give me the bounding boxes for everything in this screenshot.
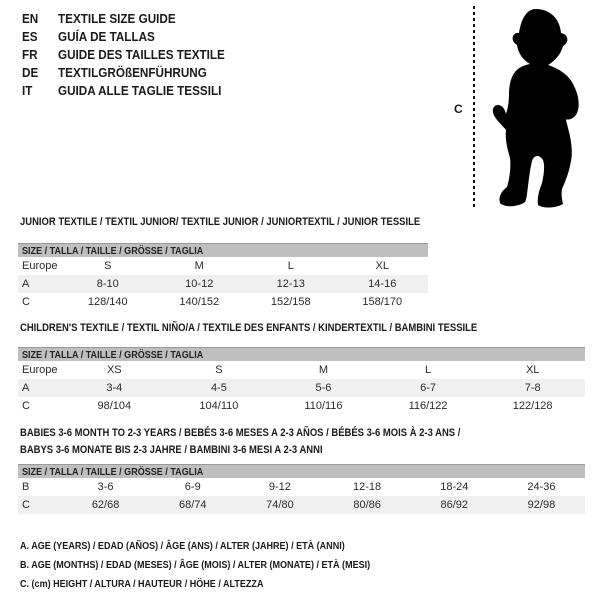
size-table-children [18,347,585,415]
table-row [18,361,585,379]
size-cell: 10-12 [185,278,214,290]
language-code: EN [22,10,39,26]
size-cell: 140/152 [179,296,220,308]
language-row [22,9,225,27]
row-label: C [22,296,30,308]
row-label: C [22,499,30,511]
language-row [22,63,225,81]
table-row [18,397,585,415]
size-band-header [18,464,585,478]
language-label: GUIDA ALLE TAGLIE TESSILI [58,82,222,98]
size-cell: 152/158 [270,296,311,308]
size-cell: 92/98 [527,499,556,511]
size-cell: L [425,364,432,376]
footnote: C. (cm) HEIGHT / ALTURA / HAUTEUR / HÖHE / ALTEZZA [20,578,264,590]
section-title-line: CHILDREN'S TEXTILE / TEXTIL NIÑO/A / TEXTILE DES ENFANTS / KINDERTEXTIL / BAMBINI TESSILE [20,322,478,334]
size-cell: 5-6 [315,382,332,394]
size-cell: L [287,260,294,272]
size-table-babies [18,464,585,514]
size-cell: S [215,364,223,376]
size-cell: 9-12 [268,481,291,493]
size-cell: M [318,364,329,376]
height-measure-dashed-line [473,6,475,207]
size-cell: 6-9 [184,481,201,493]
size-cell: 80/86 [353,499,381,511]
section-title-line: JUNIOR TEXTILE / TEXTIL JUNIOR/ TEXTILE JUNIOR / JUNIORTEXTIL / JUNIOR TESSILE [20,216,421,228]
size-cell: 8-10 [96,278,119,290]
row-label: A [22,382,30,394]
size-table-junior [18,243,428,311]
size-band-label: SIZE / TALLA / TAILLE / GRÖSSE / TAGLIA [22,465,204,478]
table-row [18,496,585,514]
table-row [18,293,428,311]
size-cell: 7-8 [524,382,541,394]
size-cell: 14-16 [368,278,397,290]
toddler-silhouette-icon [478,4,594,212]
size-band-header [18,347,585,361]
size-band-label: SIZE / TALLA / TAILLE / GRÖSSE / TAGLIA [22,244,204,257]
language-row [22,45,225,63]
size-cell: 86/92 [440,499,469,511]
size-band-label: SIZE / TALLA / TAILLE / GRÖSSE / TAGLIA [22,348,204,361]
row-label: B [22,481,30,493]
size-cell: 74/80 [266,499,294,511]
size-cell: S [104,260,112,272]
footnote: A. AGE (YEARS) / EDAD (AÑOS) / ÂGE (ANS) / ALTER (JAHRE) / ETÀ (ANNI) [20,540,345,552]
language-list [22,9,247,99]
row-label: Europe [22,364,58,376]
section-title-line: BABYS 3-6 MONATE BIS 2-3 JAHRE / BAMBINI 3-6 MESI A 2-3 ANNI [20,444,323,456]
size-cell: 3-4 [106,382,123,394]
size-cell: 12-18 [353,481,382,493]
size-cell: 122/128 [512,400,553,412]
footnote-legend [20,537,427,594]
size-cell: XS [106,364,122,376]
size-cell: 104/110 [199,400,239,412]
size-cell: 3-6 [97,481,114,493]
language-label: TEXTILE SIZE GUIDE [58,10,176,26]
section-title-children [20,320,552,337]
row-label: C [22,400,30,412]
size-cell: 68/74 [178,499,207,511]
size-cell: 110/116 [304,400,343,412]
size-cell: 18-24 [440,481,469,493]
size-cell: XL [375,260,389,272]
footnote: B. AGE (MONTHS) / EDAD (MESES) / ÂGE (MOIS) / ALTER (MONATE) / ETÀ (MESI) [20,559,371,571]
language-row [22,81,225,99]
size-band-header [18,243,428,257]
size-cell: 12-13 [276,278,305,290]
row-label: A [22,278,30,290]
language-code: FR [22,46,38,62]
language-label: GUIDE DES TAILLES TEXTILE [58,46,225,62]
size-cell: M [194,260,204,272]
table-row [18,478,585,496]
section-title-junior [20,214,485,231]
table-row [18,379,585,397]
table-row [18,257,428,275]
size-cell: 128/140 [87,296,128,308]
row-label: Europe [22,260,58,272]
language-label: GUÍA DE TALLAS [58,28,155,44]
language-row [22,27,225,45]
size-cell: 6-7 [420,382,437,394]
size-cell: 62/68 [91,499,120,511]
size-cell: XL [525,364,540,376]
section-title-line: BABIES 3-6 MONTH TO 2-3 YEARS / BEBÉS 3-6 MESES A 2-3 AÑOS / BÉBÉS 3-6 MOIS À 2-3 ANS / [20,427,461,439]
table-row [18,275,428,293]
toddler-silhouette-path [493,9,579,208]
section-title-babies [20,425,532,459]
size-cell: 158/170 [362,296,403,308]
size-cell: 24-36 [527,481,556,493]
size-cell: 4-5 [210,382,227,394]
size-cell: 116/122 [408,400,448,412]
language-label: TEXTILGRÖßENFÜHRUNG [58,64,207,80]
measure-label-c: C [454,102,463,116]
language-code: ES [22,28,38,44]
language-code: DE [22,64,39,80]
size-cell: 98/104 [97,400,132,412]
language-code: IT [22,82,33,98]
